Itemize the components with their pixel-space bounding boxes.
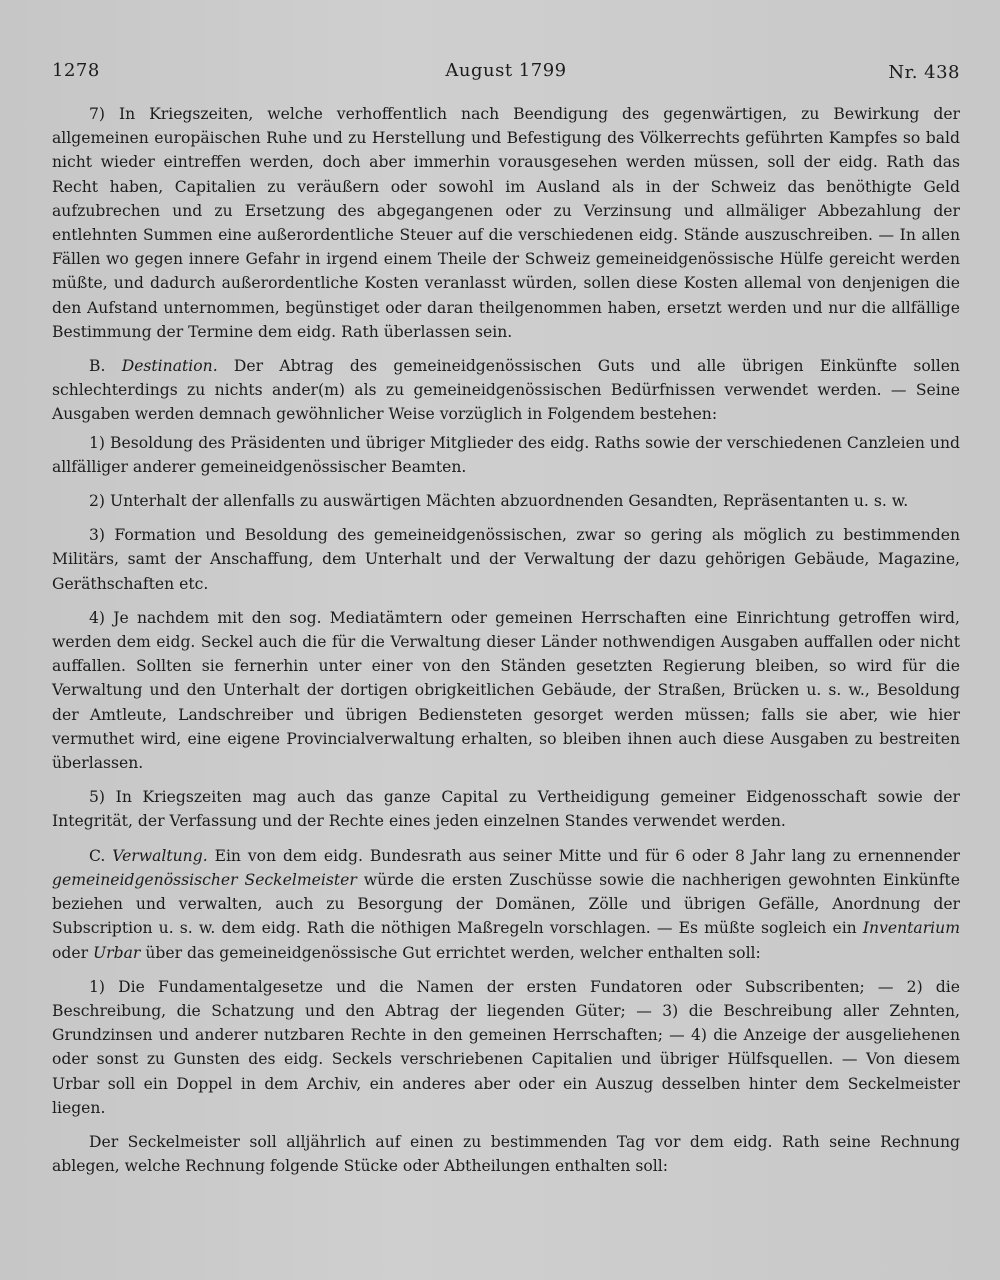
section-b-label: B. [89,357,106,376]
paragraph-7: 7) In Kriegszeiten, welche verhoffentlich nach Beendigung des gegenwärtigen, zu Bewirkung der allgemeinen europäischen Ruhe und zu Herstellung und Befestigung des Völkerrechts geführten Kampfes so bald nicht wieder eintreffen werden, doch aber immerhin vorausgesehen werden müssen, soll der eidg. Rath das Recht haben, Capitalien zu veräußern oder sowohl im Ausland als in der Schweiz das benöthigte Geld aufzubrechen und zu Ersetzung des abgegangenen oder zu Verzinsung und allmäliger Abbezahlung der entlehnten Summen eine außerordentliche Steuer auf die verschiedenen eidg. Stände auszuschreiben. — In allen Fällen wo gegen innere Gefahr in irgend einem Theile der Schweiz gemeineidgenössische Hülfe gereicht werden müßte, und dadurch außerordentliche Kosten veranlasst würden, sollen diese Kosten allemal von denjenigen die den Aufstand unternommen, begünstiget oder daran theilgenommen haben, ersetzt werden und nur die allfällige Bestimmung der Termine dem eidg. Rath überlassen sein. [52,105,960,341]
section-b-heading: Destination. [121,357,218,376]
section-b-item-5: 5) In Kriegszeiten mag auch das ganze Capital zu Vertheidigung gemeiner Eidgenosschaft sowie der Integrität, der Verfassung und der Rechte eines jeden einzelnen Standes verwendet werden. [52,788,960,831]
section-c-heading: Verwaltung. [112,846,208,865]
running-title: August 1799 [445,60,567,81]
section-c-label: C. [89,846,106,865]
section-c-text-3: oder [52,943,89,962]
section-c-italic-3: Urbar [93,943,141,962]
document-number: Nr. 438 [888,62,960,83]
section-c-intro [52,844,960,965]
page-body [52,102,960,1182]
section-b-item-1: 1) Besoldung des Präsidenten und übriger Mitglieder des eidg. Raths sowie der verschiedenen Canzleien und allfälliger anderer gemeineidgenössischer Beamten. [52,433,960,476]
section-c-list: 1) Die Fundamentalgesetze und die Namen der ersten Fundatoren oder Subscribenten; — 2) die Beschreibung, die Schatzung und den Abtrag der liegenden Güter; — 3) die Beschreibung aller Zehnten, Grundzinsen und anderer nutzbaren Rechte in den gemeinen Herrschaften; — 4) die Anzeige der ausgeliehenen oder sonst zu Gunsten des eidg. Seckels verschriebenen Capitalien und übriger Hülfsquellen. — Von diesem Urbar soll ein Doppel in dem Archiv, ein anderes aber oder ein Auszug desselben hinter dem Seckelmeister liegen. [52,977,960,1117]
section-b-item-3: 3) Formation und Besoldung des gemeineidgenössischen, zwar so gering als möglich zu bestimmenden Militärs, samt der Anschaffung, dem Unterhalt und der Verwaltung der dazu gehörigen Gebäude, Magazine, Geräthschaften etc. [52,526,960,593]
section-b-item-4: 4) Je nachdem mit den sog. Mediatämtern oder gemeinen Herrschaften eine Einrichtung getroffen wird, werden dem eidg. Seckel auch die für die Verwaltung dieser Länder nothwendigen Ausgaben auffallen oder nicht auffallen. Sollten sie fernerhin unter einer von den Ständen gesetzten Regierung bleiben, so wird für die Verwaltung und den Unterhalt der dortigen obrigkeitlichen Gebäude, der Straßen, Brücken u. s. w., Besoldung der Amtleute, Landschreiber und übrigen Bediensteten gesorget werden müssen; falls sie aber, wie hier vermuthet wird, eine eigene Provincialverwaltung erhalten, so bleiben ihnen auch diese Ausgaben zu bestreiten überlassen. [52,608,960,773]
section-c-text-1: Ein von dem eidg. Bundesrath aus seiner Mitte und für 6 oder 8 Jahr lang zu ernennender [214,846,960,865]
closing-paragraph: Der Seckelmeister soll alljährlich auf einen zu bestimmenden Tag vor dem eidg. Rath seine Rechnung ablegen, welche Rechnung folgende Stücke oder Abtheilungen enthalten soll: [52,1132,960,1176]
section-b-intro [52,354,960,427]
section-c-text-4: über das gemeineidgenössische Gut errichtet werden, welcher enthalten soll: [145,943,761,962]
section-c-text-2: würde die ersten Zuschüsse sowie die nachherigen gewohnten Einkünfte beziehen und verwalten, auch zu Besorgung der Domänen, Zölle und übrigen Gefälle, Anordnung der Subscription u. s. w. dem eidg. Rath die nöthigen Maßregeln vorschlagen. — Es müßte sogleich ein [52,870,960,938]
section-b-text: Der Abtrag des gemeineidgenössischen Guts und alle übrigen Einkünfte sollen schlechterdings zu nichts ander(m) als zu gemeineidgenössischen Bedürfnissen verwendet werden. — Seine Ausgaben werden demnach gewöhnlicher Weise vorzüglich in Folgendem bestehen: [52,357,960,424]
section-c-italic-1: gemeineidgenössischer Seckelmeister [52,870,357,889]
section-b-item-2: 2) Unterhalt der allenfalls zu auswärtigen Mächten abzuordnenden Gesandten, Repräsentanten u. s. w. [89,492,909,511]
page-number: 1278 [52,60,100,81]
section-c-italic-2: Inventarium [862,919,960,938]
